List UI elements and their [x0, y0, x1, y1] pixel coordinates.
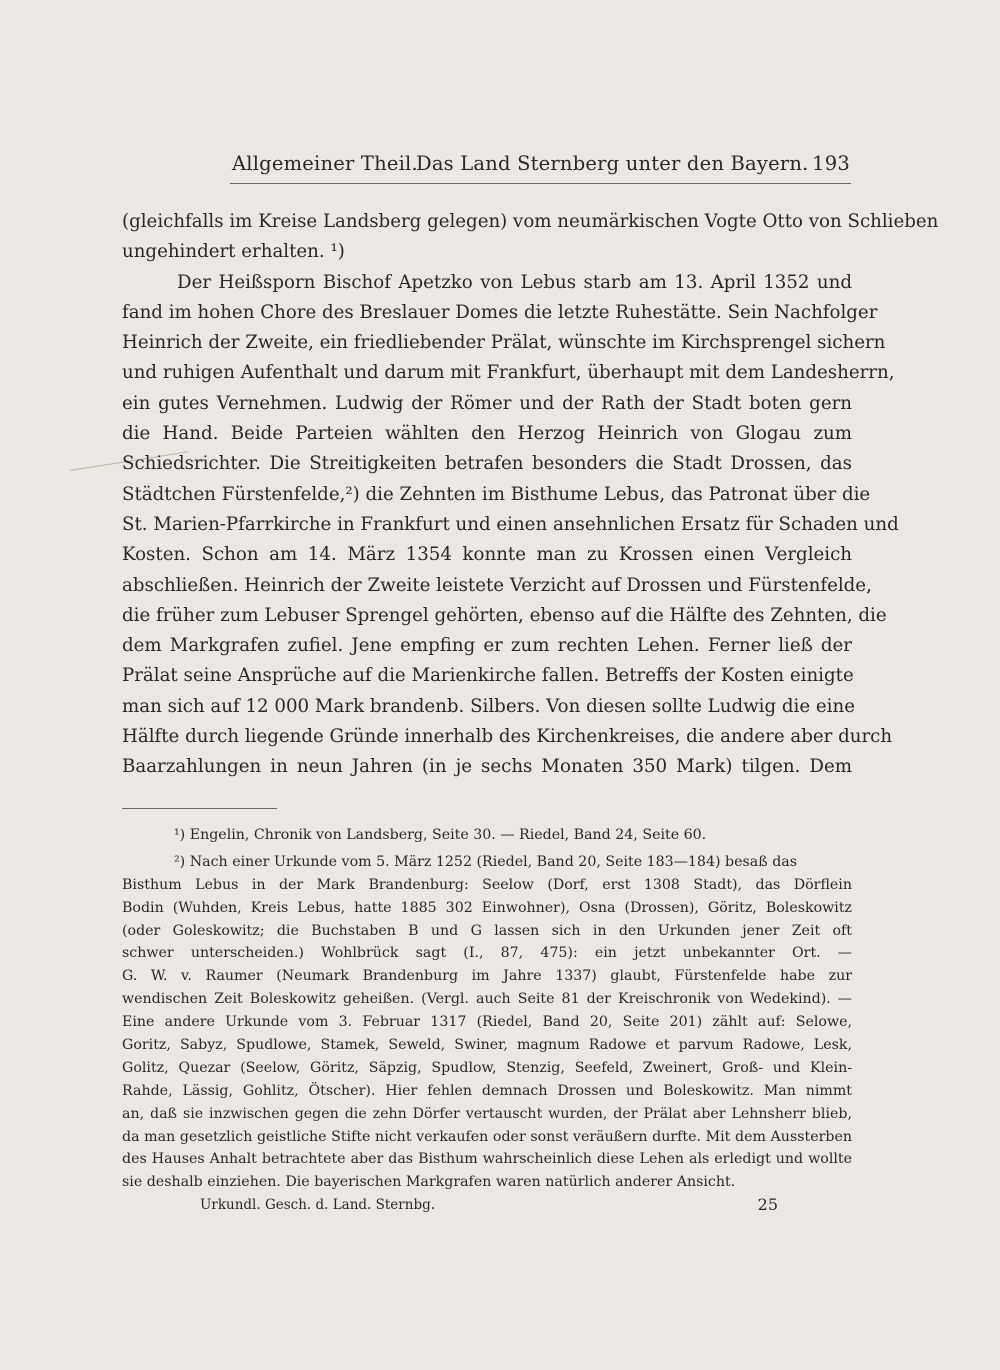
body-line: Hälfte durch liegende Gründe innerhalb des Kirchenkreises, die andere aber durch [122, 726, 893, 748]
body-line: Schiedsrichter. Die Streitigkeiten betrafen besonders die Stadt Drossen, das [122, 453, 852, 475]
signature-mark: Urkundl. Gesch. d. Land. Sternbg. [200, 1197, 436, 1213]
footnote [122, 824, 852, 847]
header-section-title: Allgemeiner Theil. [232, 152, 418, 175]
body-line: Prälat seine Ansprüche auf die Marienkirche fallen. Betreffs der Kosten einigte [122, 665, 854, 687]
footnote-line: sie deshalb einziehen. Die bayerischen Markgrafen waren natürlich anderer Ansicht. [122, 1174, 736, 1191]
running-header [232, 152, 850, 180]
footnote-rule [122, 808, 277, 809]
footnote-line: wendischen Zeit Boleskowitz geheißen. (Vergl. auch Seite 81 der Kreischronik von Wedekind). — [122, 991, 852, 1008]
body-line: (gleichfalls im Kreise Landsberg gelegen) vom neumärkischen Vogte Otto von Schlieben [122, 211, 939, 232]
footnote-line: des Hauses Anhalt betrachtete aber das Bisthum wahrscheinlich diese Lehen als erledigt und wollte [122, 1151, 852, 1168]
body-line: ein gutes Vernehmen. Ludwig der Römer und der Rath der Stadt boten gern [122, 392, 852, 414]
footnote-line: Eine andere Urkunde vom 3. Februar 1317 (Riedel, Band 20, Seite 201) zählt auf: Selowe, [122, 1014, 852, 1031]
footnote-line: Golitz, Quezar (Seelow, Göritz, Säpzig, Spudlow, Stenzig, Seefeld, Zweinert, Groß- und Klein- [122, 1059, 852, 1076]
footnote [122, 851, 852, 1194]
page-footer [200, 1195, 778, 1217]
body-line: Kosten. Schon am 14. März 1354 konnte man zu Krossen einen Vergleich [122, 544, 852, 566]
footnote-line: da man gesetzlich geistliche Stifte nicht verkaufen oder sonst veräußern durfte. Mit dem Aussterben [122, 1128, 852, 1145]
body-line: ungehindert erhalten. ¹) [122, 241, 345, 263]
footnote-line: ²) Nach einer Urkunde vom 5. März 1252 (Riedel, Band 20, Seite 183—184) besaß das [174, 853, 798, 870]
body-line: Heinrich der Zweite, ein friedliebender Prälat, wünschte im Kirchsprengel sichern [122, 332, 886, 354]
footnote-line: an, daß sie inzwischen gegen die zehn Dörfer vertauscht wurden, der Prälat aber Lehnsherr blieb, [122, 1105, 852, 1122]
body-line: die früher zum Lebuser Sprengel gehörten, ebenso auf die Hälfte des Zehnten, die [122, 604, 887, 626]
header-rule [230, 183, 851, 184]
body-line: die Hand. Beide Parteien wählten den Herzog Heinrich von Glogau zum [122, 423, 852, 445]
body-line: und ruhigen Aufenthalt und darum mit Frankfurt, überhaupt mit dem Landesherrn, [122, 362, 895, 384]
footnote-line: schwer unterscheiden.) Wohlbrück sagt (I., 87, 475): ein jetzt unbekannter Ort. — [122, 945, 852, 962]
footnote-line: Goritz, Sabyz, Spudlowe, Stamek, Seweld, Swiner, magnum Radowe et parvum Radowe, Lesk, [122, 1037, 852, 1054]
body-line: Baarzahlungen in neun Jahren (in je sechs Monaten 350 Mark) tilgen. Dem [122, 756, 852, 778]
body-line: Der Heißsporn Bischof Apetzko von Lebus starb am 13. April 1352 und [177, 271, 852, 293]
page-number: 193 [812, 152, 850, 175]
body-line: St. Marien-Pfarrkirche in Frankfurt und einen ansehnlichen Ersatz für Schaden und [122, 513, 899, 535]
body-line: man sich auf 12 000 Mark brandenb. Silbers. Von diesen sollte Ludwig die eine [122, 695, 855, 717]
body-line: Städtchen Fürstenfelde,²) die Zehnten im Bisthume Lebus, das Patronat über die [122, 483, 871, 505]
body-line: abschließen. Heinrich der Zweite leistete Verzicht auf Drossen und Fürstenfelde, [122, 574, 872, 596]
footnote-line: Bisthum Lebus in der Mark Brandenburg: Seelow (Dorf, erst 1308 Stadt), das Dörflein [122, 876, 852, 893]
footnote-line: Bodin (Wuhden, Kreis Lebus, hatte 1885 302 Einwohner), Osna (Drossen), Göritz, Boleskowitz [122, 899, 852, 916]
body-line: dem Markgrafen zufiel. Jene empfing er zum rechten Lehen. Ferner ließ der [122, 635, 852, 657]
header-chapter-title: Das Land Sternberg unter den Bayern. [416, 152, 809, 175]
body-line: fand im hohen Chore des Breslauer Domes die letzte Ruhestätte. Sein Nachfolger [122, 301, 878, 323]
footnote-line: (oder Goleskowitz; die Buchstaben B und G lassen sich in den Urkunden jener Zeit oft [122, 922, 852, 939]
footnote-line: Rahde, Lässig, Gohlitz, Ötscher). Hier fehlen demnach Drossen und Boleskowitz. Man nimmt [122, 1082, 852, 1099]
footnote-line: ¹) Engelin, Chronik von Landsberg, Seite 30. — Riedel, Band 24, Seite 60. [174, 827, 707, 843]
footnotes [122, 824, 852, 1194]
body-text [122, 207, 939, 783]
sheet-number: 25 [757, 1195, 778, 1214]
footnote-line: G. W. v. Raumer (Neumark Brandenburg im Jahre 1337) glaubt, Fürstenfelde habe zur [122, 968, 852, 985]
